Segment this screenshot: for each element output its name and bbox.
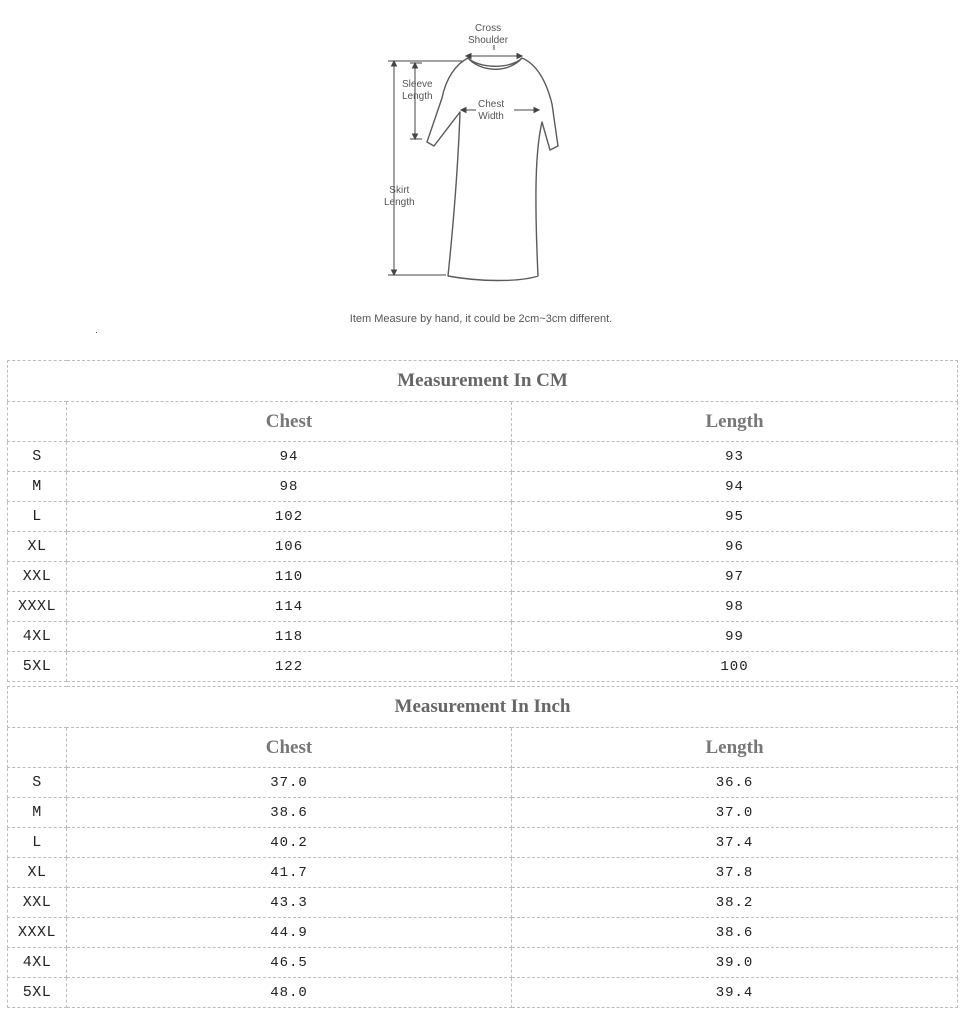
chest-cell: 118	[67, 622, 512, 652]
length-cell: 94	[512, 472, 958, 502]
table-row	[8, 918, 958, 948]
size-cell: XXXL	[8, 918, 67, 948]
table-row	[8, 948, 958, 978]
length-cell: 37.4	[512, 828, 958, 858]
table-row	[8, 532, 958, 562]
stray-dot	[96, 332, 97, 333]
size-cell: L	[8, 502, 67, 532]
chest-width-label: Chest Width	[478, 99, 505, 122]
column-header-row	[8, 402, 958, 442]
chest-cell: 102	[67, 502, 512, 532]
inch-size-table	[7, 686, 958, 1008]
length-cell: 36.6	[512, 768, 958, 798]
length-cell: 97	[512, 562, 958, 592]
size-header-empty	[8, 402, 67, 442]
size-cell: XL	[8, 532, 67, 562]
chest-cell: 98	[67, 472, 512, 502]
chest-cell: 41.7	[67, 858, 512, 888]
chest-cell: 110	[67, 562, 512, 592]
length-column-header: Length	[512, 728, 958, 768]
chest-cell: 106	[67, 532, 512, 562]
size-cell: XXL	[8, 562, 67, 592]
cm-size-table	[7, 360, 958, 682]
sleeve-length-label: Sleeve Length	[402, 79, 433, 102]
length-cell: 98	[512, 592, 958, 622]
skirt-length-label: Skirt Length	[384, 185, 415, 208]
table-row	[8, 562, 958, 592]
column-header-row	[8, 728, 958, 768]
length-cell: 38.6	[512, 918, 958, 948]
table-row	[8, 592, 958, 622]
length-cell: 37.0	[512, 798, 958, 828]
chest-column-header: Chest	[67, 402, 512, 442]
length-cell: 39.0	[512, 948, 958, 978]
length-cell: 96	[512, 532, 958, 562]
measurement-note: Item Measure by hand, it could be 2cm~3cm different.	[349, 313, 613, 325]
table-row	[8, 622, 958, 652]
chest-cell: 48.0	[67, 978, 512, 1008]
length-cell: 99	[512, 622, 958, 652]
size-cell: M	[8, 798, 67, 828]
chest-cell: 43.3	[67, 888, 512, 918]
table-row	[8, 828, 958, 858]
length-cell: 38.2	[512, 888, 958, 918]
chest-cell: 114	[67, 592, 512, 622]
table-row	[8, 858, 958, 888]
chest-cell: 38.6	[67, 798, 512, 828]
table-title: Measurement In CM	[8, 361, 958, 402]
table-row	[8, 442, 958, 472]
table-row	[8, 652, 958, 682]
cross-shoulder-label: Cross Shoulder	[468, 23, 509, 46]
table-title: Measurement In Inch	[8, 687, 958, 728]
length-cell: 95	[512, 502, 958, 532]
chest-cell: 122	[67, 652, 512, 682]
size-cell: 4XL	[8, 948, 67, 978]
table-title-row	[8, 361, 958, 402]
length-cell: 39.4	[512, 978, 958, 1008]
size-cell: XXXL	[8, 592, 67, 622]
size-cell: 4XL	[8, 622, 67, 652]
size-cell: 5XL	[8, 652, 67, 682]
size-cell: L	[8, 828, 67, 858]
chest-cell: 44.9	[67, 918, 512, 948]
length-column-header: Length	[512, 402, 958, 442]
size-cell: XXL	[8, 888, 67, 918]
length-cell: 37.8	[512, 858, 958, 888]
table-row	[8, 768, 958, 798]
dress-outline-icon	[330, 18, 630, 288]
size-cell: S	[8, 768, 67, 798]
chest-cell: 37.0	[67, 768, 512, 798]
size-cell: S	[8, 442, 67, 472]
size-cell: XL	[8, 858, 67, 888]
chest-cell: 94	[67, 442, 512, 472]
length-cell: 100	[512, 652, 958, 682]
table-row	[8, 502, 958, 532]
size-header-empty	[8, 728, 67, 768]
dress-measurement-diagram	[330, 18, 630, 288]
chest-cell: 46.5	[67, 948, 512, 978]
table-title-row	[8, 687, 958, 728]
size-cell: M	[8, 472, 67, 502]
chest-cell: 40.2	[67, 828, 512, 858]
table-row	[8, 798, 958, 828]
table-row	[8, 978, 958, 1008]
length-cell: 93	[512, 442, 958, 472]
size-cell: 5XL	[8, 978, 67, 1008]
chest-column-header: Chest	[67, 728, 512, 768]
table-row	[8, 888, 958, 918]
table-row	[8, 472, 958, 502]
